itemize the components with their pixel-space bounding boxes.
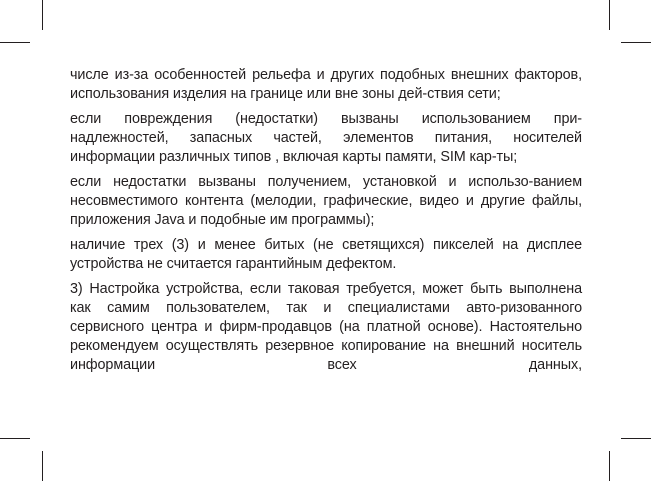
paragraph-accessories-damage: если повреждения (недостатки) вызваны использованием при-надлежностей, запасных частей, элементов питания, носителей информации различных типов , включая карты памяти, SIM кар-ты; bbox=[70, 111, 582, 165]
paragraph-dead-pixels: наличие трех (3) и менее битых (не светящихся) пикселей на дисплее устройства не считается гарантийным дефектом. bbox=[70, 237, 582, 272]
crop-mark-top-right-horizontal bbox=[621, 42, 651, 43]
page-body-text bbox=[70, 66, 582, 381]
crop-mark-top-left-vertical bbox=[42, 0, 43, 30]
paragraph-device-setup: 3) Настройка устройства, если таковая требуется, может быть выполнена как самим пользователем, так и специалистами авто-ризованного сервисного центра и фирм-продавцов (на платной основе). Настоятельно рекомендуем осуществлять резервное копирование на внешний носитель информации всех данных, bbox=[70, 281, 582, 373]
crop-mark-top-right-vertical bbox=[609, 0, 610, 30]
crop-mark-bottom-right-vertical bbox=[609, 451, 610, 481]
crop-mark-bottom-left-horizontal bbox=[0, 438, 30, 439]
crop-mark-top-left-horizontal bbox=[0, 42, 30, 43]
paragraph-incompatible-content: если недостатки вызваны получением, установкой и использо-ванием несовместимого контента (мелодии, графические, видео и другие файлы, приложения Java и подобные им программы); bbox=[70, 174, 582, 228]
paragraph-location-factors: числе из-за особенностей рельефа и других подобных внешних факторов, использования изделия на границе или вне зоны дей-ствия сети; bbox=[70, 67, 582, 102]
crop-mark-bottom-right-horizontal bbox=[621, 438, 651, 439]
crop-mark-bottom-left-vertical bbox=[42, 451, 43, 481]
